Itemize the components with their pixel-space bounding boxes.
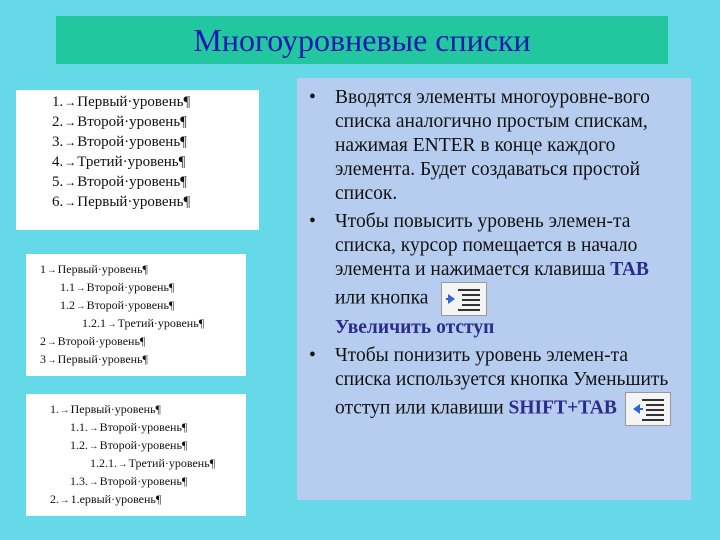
tab-arrow-icon: → (89, 441, 99, 452)
list-item: 1.1.→Второй·уровень¶ (70, 420, 188, 434)
example-list-simple (16, 90, 259, 230)
bullet-item: • Вводятся элементы многоуровне-вого списка аналогично простым спискам, нажимая ENTER в конце каждого элемента. Будет создаваться простой список. (309, 87, 650, 204)
bullet-item: • Чтобы повысить уровень элемен-та списка, курсор помещается в начало элемента и нажимается клавиша TAB или кнопка Увеличить отступ (309, 211, 649, 338)
bullet-item: • Чтобы понизить уровень элемен-та списка используется кнопка Уменьшить отступ или клавиши SHIFT+TAB (307, 344, 681, 426)
example-list-multilevel-b (26, 394, 246, 516)
list-item: 2→Второй·уровень¶ (40, 334, 146, 348)
tab-arrow-icon: → (47, 355, 57, 366)
tab-arrow-icon: → (64, 175, 77, 189)
list-item: 5.→Второй·уровень¶ (52, 174, 187, 190)
bullet-list (307, 86, 681, 430)
slide-title: Многоуровневые списки (193, 21, 531, 58)
tab-arrow-icon: → (47, 265, 57, 276)
decrease-indent-icon[interactable] (625, 392, 671, 426)
list-item: 2.→Второй·уровень¶ (52, 114, 187, 130)
key-tab: TAB (610, 259, 649, 280)
list-item: 1.1→Второй·уровень¶ (60, 280, 175, 294)
tab-arrow-icon: → (47, 337, 57, 348)
list-item: 1.2.1→Третий·уровень¶ (82, 316, 205, 330)
list-item: 2.→1.ервый·уровень¶ (50, 492, 162, 506)
list-item: 4.→Третий·уровень¶ (52, 154, 186, 170)
tab-arrow-icon: → (64, 95, 77, 109)
tab-arrow-icon: → (60, 495, 70, 506)
list-item: 1.2.→Второй·уровень¶ (70, 438, 188, 452)
tab-arrow-icon: → (89, 477, 99, 488)
increase-indent-icon[interactable] (441, 282, 487, 316)
list-item: 1→Первый·уровень¶ (40, 262, 148, 276)
example-list-multilevel-a (26, 254, 246, 376)
explanation-panel (297, 78, 691, 500)
tab-arrow-icon: → (76, 301, 86, 312)
tab-arrow-icon: → (89, 423, 99, 434)
tab-arrow-icon: → (64, 135, 77, 149)
list-item: 6.→Первый·уровень¶ (52, 194, 191, 210)
tab-arrow-icon: → (107, 319, 117, 330)
increase-indent-label: Увеличить отступ (335, 317, 495, 338)
bullet-icon: • (309, 211, 316, 232)
bullet-icon: • (309, 345, 316, 366)
list-item: 1.→Первый·уровень¶ (52, 94, 191, 110)
bullet-icon: • (309, 87, 316, 108)
tab-arrow-icon: → (118, 459, 128, 470)
list-item: 3.→Второй·уровень¶ (52, 134, 187, 150)
tab-arrow-icon: → (64, 195, 77, 209)
list-item: 1.2→Второй·уровень¶ (60, 298, 175, 312)
key-shift-tab: SHIFT+TAB (508, 397, 617, 419)
tab-arrow-icon: → (64, 115, 77, 129)
list-item: 1.2.1.→Третий·уровень¶ (90, 456, 216, 470)
tab-arrow-icon: → (64, 155, 77, 169)
list-item: 1.3.→Второй·уровень¶ (70, 474, 188, 488)
tab-arrow-icon: → (60, 405, 70, 416)
list-item: 1.→Первый·уровень¶ (50, 402, 161, 416)
list-item: 3→Первый·уровень¶ (40, 352, 148, 366)
tab-arrow-icon: → (76, 283, 86, 294)
slide-title-bar (56, 16, 668, 64)
